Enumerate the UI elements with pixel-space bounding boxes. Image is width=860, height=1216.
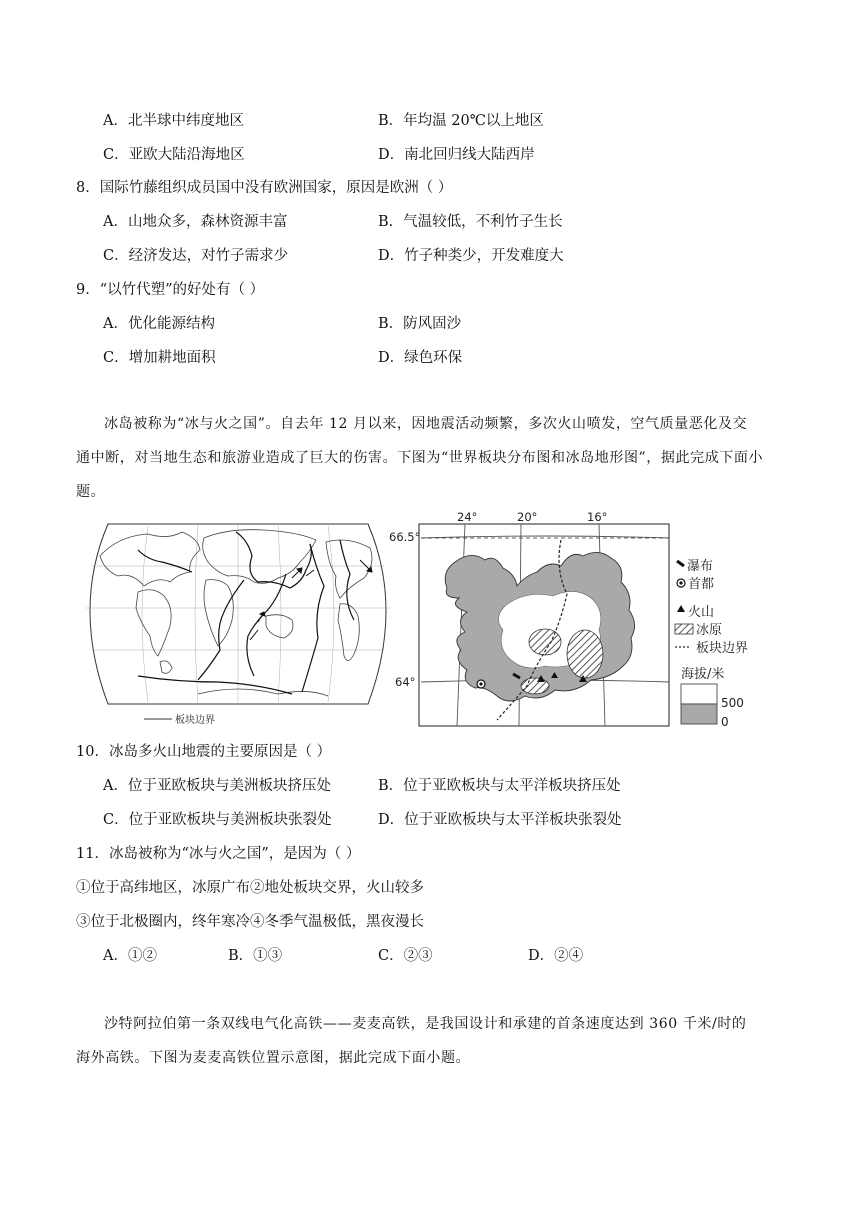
q11-stem: 11．冰岛被称为“冰与火之国”，是因为（ ） (76, 846, 361, 862)
q8-option-b: B．气温较低，不利竹子生长 (378, 214, 563, 230)
q7-option-c: C．亚欧大陆沿海地区 (103, 147, 245, 163)
iceland-map-legend (675, 559, 748, 729)
lon-label-24: 24° (457, 510, 478, 524)
world-plate-map (78, 516, 398, 730)
q10-option-d: D．位于亚欧板块与太平洋板块张裂处 (378, 812, 622, 828)
iceland-terrain-map (385, 510, 805, 732)
legend-waterfall: 瀑布 (687, 559, 714, 574)
legend-capital: 首都 (688, 577, 715, 592)
q11-option-c: C．②③ (378, 948, 433, 964)
q11-option-b: B．①③ (228, 948, 283, 964)
q10-option-c: C．位于亚欧板块与美洲板块张裂处 (103, 812, 332, 828)
q11-option-a: A．①② (103, 948, 157, 964)
q7-option-d: D．南北回归线大陆西岸 (378, 147, 535, 163)
iceland-passage-line-1: 冰岛被称为“冰与火之国”。自去年 12 月以来，因地震活动频繁，多次火山喷发，空气质量恶化及交 (104, 416, 748, 432)
q8-option-c: C．经济发达，对竹子需求少 (103, 248, 289, 264)
q9-option-c: C．增加耕地面积 (103, 350, 216, 366)
q11-statement-1: ①位于高纬地区，冰原广布②地处板块交界，火山较多 (76, 880, 424, 896)
q11-statement-2: ③位于北极圈内，终年寒冷④冬季气温极低，黑夜漫长 (76, 914, 424, 930)
lon-label-16: 16° (587, 510, 608, 524)
legend-plate-boundary: 板块边界 (696, 641, 749, 656)
q7-option-b: B．年均温 20℃以上地区 (378, 113, 544, 129)
q10-option-a: A．位于亚欧板块与美洲板块挤压处 (103, 778, 331, 794)
q8-option-d: D．竹子种类少，开发难度大 (378, 248, 564, 264)
iceland-passage-line-2: 通中断，对当地生态和旅游业造成了巨大的伤害。下图为“世界板块分布图和冰岛地形图”，据此完成下面小 (76, 450, 764, 466)
rail-passage-line-1: 沙特阿拉伯第一条双线电气化高铁——麦麦高铁，是我国设计和承建的首条速度达到 360 千米/时的 (104, 1016, 747, 1032)
legend-elev-0: 0 (721, 715, 729, 729)
lon-label-20: 20° (517, 510, 538, 524)
q8-stem: 8．国际竹藤组织成员国中没有欧洲国家，原因是欧洲（ ） (76, 180, 453, 196)
iceland-passage-line-3: 题。 (76, 484, 106, 500)
q7-option-a: A．北半球中纬度地区 (103, 113, 244, 129)
q10-stem: 10．冰岛多火山地震的主要原因是（ ） (76, 744, 332, 760)
legend-glacier: 冰原 (696, 623, 723, 638)
lat-label-66-5: 66.5° (389, 530, 421, 544)
q9-option-a: A．优化能源结构 (103, 316, 215, 332)
q9-stem: 9．“以竹代塑”的好处有（ ） (76, 282, 265, 298)
q9-option-d: D．绿色环保 (378, 350, 463, 366)
q11-option-d: D．②④ (528, 948, 584, 964)
q9-option-b: B．防风固沙 (378, 316, 462, 332)
legend-elevation-title: 海拔/米 (681, 667, 725, 682)
q10-option-b: B．位于亚欧板块与太平洋板块挤压处 (378, 778, 621, 794)
lat-label-64: 64° (395, 675, 416, 689)
legend-volcano: 火山 (688, 605, 715, 620)
q8-option-a: A．山地众多，森林资源丰富 (103, 214, 288, 230)
rail-passage-line-2: 海外高铁。下图为麦麦高铁位置示意图，据此完成下面小题。 (76, 1050, 471, 1066)
legend-elev-500: 500 (721, 696, 744, 710)
world-map-legend-label: 板块边界 (175, 715, 215, 726)
